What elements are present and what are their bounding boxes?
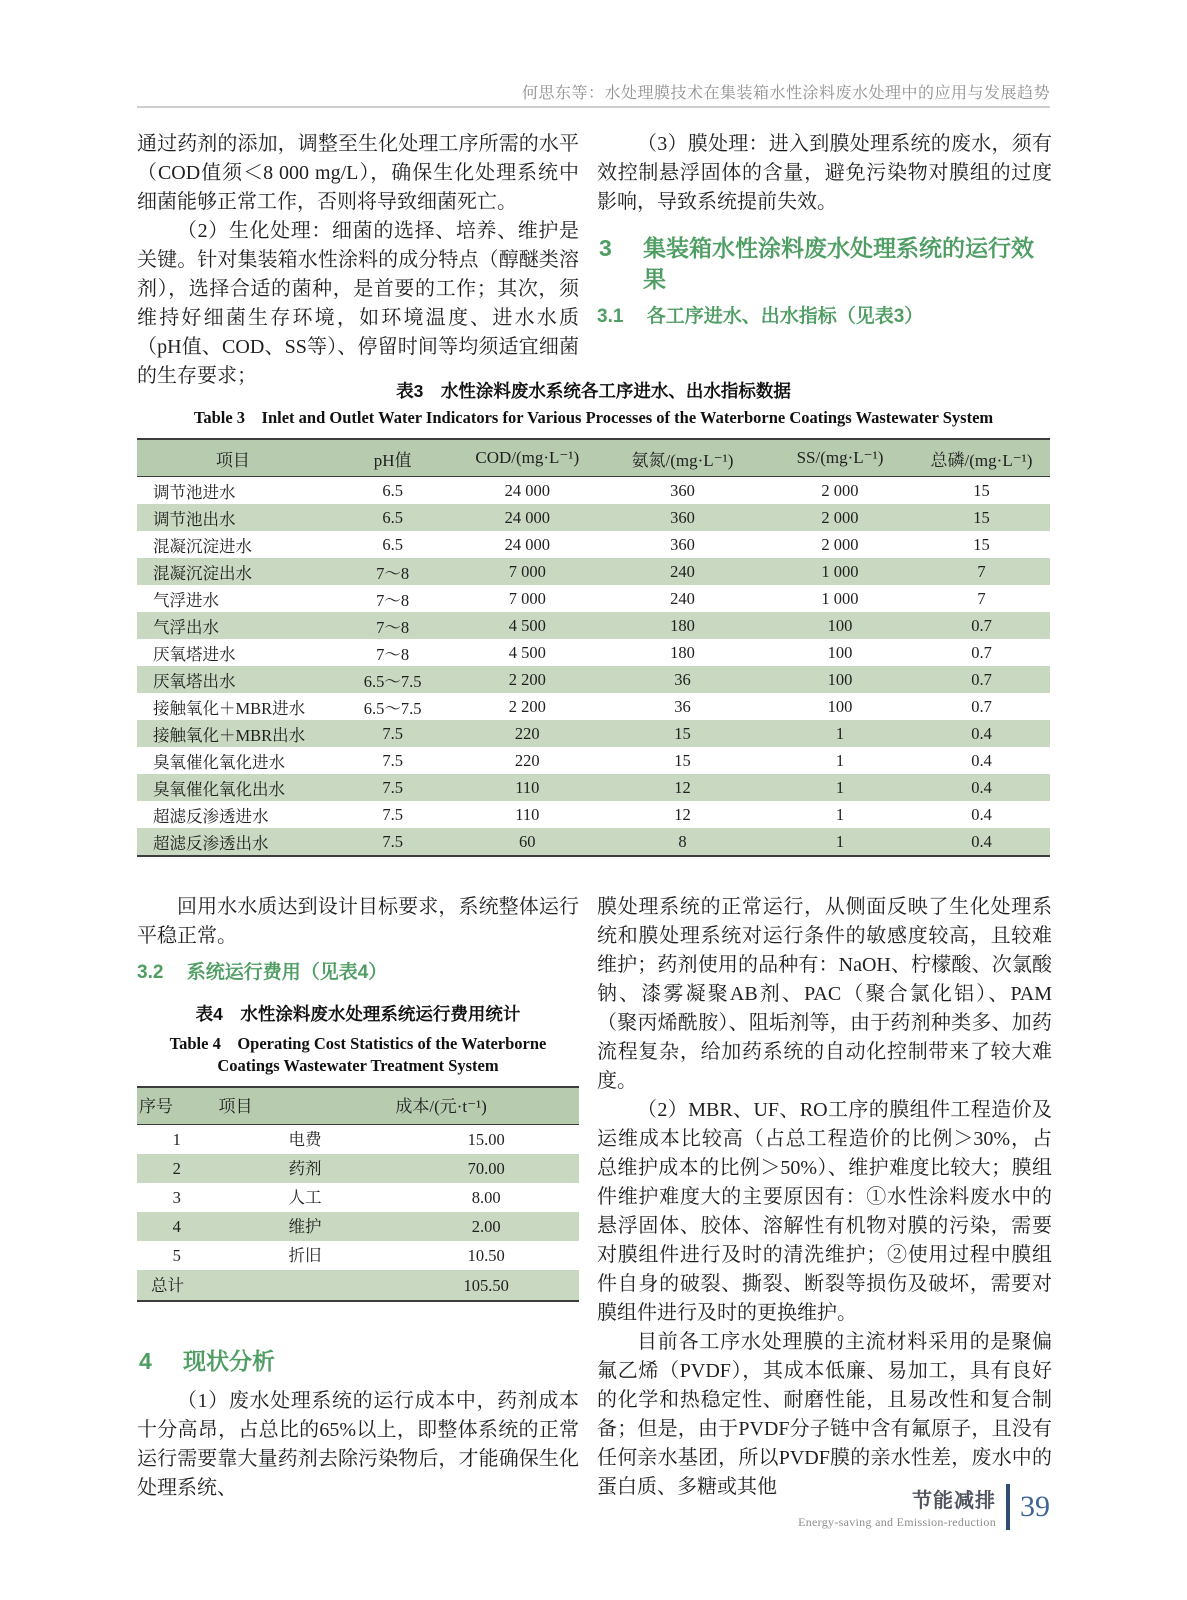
table-cell: 7～8 bbox=[376, 563, 410, 583]
paragraph-item-3: （3）膜处理：进入到膜处理系统的废水，须有效控制悬浮固体的含量，避免污染物对膜组的过度影响，导致系统提前失效。 bbox=[597, 133, 1052, 213]
table-cell: 0.4 bbox=[971, 777, 992, 797]
table-row bbox=[137, 612, 1050, 639]
table4 bbox=[137, 1086, 579, 1302]
table-cell: 气浮进水 bbox=[153, 590, 219, 610]
table-row bbox=[137, 558, 1050, 585]
table4-total bbox=[137, 1270, 579, 1301]
left-column-middle bbox=[137, 893, 579, 1503]
table-cell: 24 000 bbox=[504, 480, 550, 500]
table-cell: 24 000 bbox=[504, 507, 550, 527]
section-number: 3 bbox=[599, 235, 612, 261]
table-cell: 360 bbox=[670, 534, 695, 554]
table-cell: 220 bbox=[514, 723, 540, 743]
table-row bbox=[137, 504, 1050, 531]
section-title: 集装箱水性涂料废水处理系统的运行效果 bbox=[643, 235, 1034, 292]
section-title: 现状分析 bbox=[183, 1348, 275, 1374]
table-cell: 360 bbox=[670, 480, 695, 500]
table-cell: 折旧 bbox=[288, 1246, 322, 1265]
section-heading-3-1 bbox=[597, 303, 1052, 330]
table-cell: 接触氧化＋MBR出水 bbox=[153, 725, 306, 745]
table-cell: 超滤反渗透出水 bbox=[153, 833, 269, 853]
table-cell: 1 000 bbox=[821, 561, 859, 581]
table-cell: 7 000 bbox=[508, 561, 546, 581]
total-value: 105.50 bbox=[463, 1275, 509, 1295]
table-header-cell: pH值 bbox=[373, 450, 412, 470]
table-header-row bbox=[137, 439, 1050, 477]
table-cell: 0.7 bbox=[971, 615, 992, 635]
paragraph-continuation: 通过药剂的添加，调整至生化处理工序所需的水平（COD值须＜8 000 mg/L），确保生化处理系统中细菌能够正常工作，否则将导致细菌死亡。 bbox=[137, 133, 579, 213]
table-cell: 15 bbox=[973, 480, 990, 500]
table-cell: 2 000 bbox=[821, 507, 859, 527]
running-head-title: 何思东等：水处理膜技术在集装箱水性涂料废水处理中的应用与发展趋势 bbox=[521, 85, 1050, 102]
table4-block bbox=[137, 1000, 579, 1302]
table-row bbox=[137, 531, 1050, 558]
table-cell: 7 bbox=[977, 588, 986, 608]
section-heading-3 bbox=[597, 233, 1052, 295]
table-row bbox=[137, 1212, 579, 1241]
table-cell: 12 bbox=[674, 804, 691, 824]
table-header-cell: COD/(mg·L⁻¹) bbox=[475, 448, 580, 467]
table-cell: 0.4 bbox=[971, 750, 992, 770]
table-row bbox=[137, 693, 1050, 720]
table-header-cell: 项目 bbox=[218, 1096, 253, 1116]
table-cell: 110 bbox=[515, 804, 540, 824]
table-cell: 7.5 bbox=[382, 831, 403, 851]
page-footer bbox=[137, 1484, 1050, 1530]
table-cell: 4 500 bbox=[508, 642, 546, 662]
table-cell: 15 bbox=[674, 750, 691, 770]
table-cell: 1 bbox=[835, 777, 845, 797]
table-cell: 厌氧塔进水 bbox=[153, 644, 236, 664]
paragraph-reuse-water: 回用水水质达到设计目标要求，系统整体运行平稳正常。 bbox=[137, 896, 579, 947]
table-cell: 1 bbox=[835, 723, 845, 743]
footer-divider-bar bbox=[1006, 1484, 1010, 1530]
paragraph-continuation-analysis: 膜处理系统的正常运行，从侧面反映了生化处理系统和膜处理系统对运行条件的敏感度较高，且较难维护；药剂使用的品种有：NaOH、柠檬酸、次氯酸钠、漆雾凝聚AB剂、PAC（聚合氯化铝）、PAM（聚丙烯酰胺）、阻垢剂等，由于药剂种类多、加药流程复杂，给加药系统的自动化控制带来了较大难度。 bbox=[597, 896, 1052, 1092]
table-cell: 2 000 bbox=[821, 480, 859, 500]
table-cell: 0.4 bbox=[971, 831, 992, 851]
table-cell: 臭氧催化氧化进水 bbox=[153, 752, 285, 772]
table-cell: 臭氧催化氧化出水 bbox=[153, 779, 285, 799]
left-column-top bbox=[137, 130, 579, 391]
table-cell: 调节池进水 bbox=[153, 482, 236, 502]
table-header-row bbox=[137, 1087, 579, 1125]
table-cell: 100 bbox=[827, 615, 853, 635]
table-cell: 2 200 bbox=[508, 669, 546, 689]
total-label: 总计 bbox=[151, 1275, 184, 1295]
table3-block bbox=[137, 378, 1050, 857]
table-cell: 维护 bbox=[288, 1217, 322, 1236]
table-cell: 1 bbox=[835, 831, 845, 851]
table-cell: 混凝沉淀出水 bbox=[153, 563, 252, 583]
table-cell: 0.7 bbox=[971, 669, 992, 689]
table-cell: 110 bbox=[515, 777, 540, 797]
table-cell: 0.7 bbox=[971, 642, 992, 662]
section-title: 各工序进水、出水指标（见表3） bbox=[646, 306, 924, 327]
table-cell: 36 bbox=[674, 696, 691, 716]
table4-title-en-line2: Coatings Wastewater Treatment System bbox=[217, 1056, 499, 1075]
section-heading-3-2 bbox=[137, 959, 579, 986]
table-row bbox=[137, 1154, 579, 1183]
footer-page-number: 39 bbox=[1020, 1490, 1050, 1523]
empty-cell bbox=[217, 1270, 394, 1301]
table-header-cell: SS/(mg·L⁻¹) bbox=[796, 448, 884, 467]
table-cell: 1 000 bbox=[821, 588, 859, 608]
table-cell: 8 bbox=[678, 831, 687, 851]
table3-body bbox=[137, 477, 1050, 857]
table-cell: 2 bbox=[172, 1159, 181, 1178]
table-row bbox=[137, 1241, 579, 1270]
table-header-cell: 氨氮/(mg·L⁻¹) bbox=[631, 450, 734, 470]
table3-title-en: Table 3 Inlet and Outlet Water Indicators for Various Processes of the Waterborne Coatings Wastewater System bbox=[193, 408, 994, 427]
table4-title-en bbox=[137, 1033, 579, 1077]
table-row bbox=[137, 477, 1050, 505]
table-cell: 6.5～7.5 bbox=[363, 671, 422, 691]
table-cell: 180 bbox=[670, 615, 695, 635]
table-cell: 100 bbox=[827, 642, 853, 662]
table-row bbox=[137, 585, 1050, 612]
table-cell: 12 bbox=[674, 777, 691, 797]
paragraph-item-2: （2）生化处理：细菌的选择、培养、维护是关键。针对集装箱水性涂料的成分特点（醇醚类溶剂），选择合适的菌种，是首要的工作；其次，须维持好细菌生存环境，如环境温度、进水水质（pH值、COD、SS等）、停留时间等均须适宜细菌的生存要求； bbox=[137, 220, 579, 387]
table-cell: 7 000 bbox=[508, 588, 546, 608]
table-cell: 6.5～7.5 bbox=[363, 698, 422, 718]
table-cell: 人工 bbox=[288, 1188, 322, 1207]
table-cell: 8.00 bbox=[471, 1188, 501, 1207]
table-cell: 7～8 bbox=[376, 644, 410, 664]
table-cell: 4 500 bbox=[508, 615, 546, 635]
table-header-cell: 总磷/(mg·L⁻¹) bbox=[930, 450, 1033, 470]
table-cell: 7～8 bbox=[376, 617, 410, 637]
header-divider-line bbox=[137, 106, 1050, 108]
section-title: 系统运行费用（见表4） bbox=[186, 962, 388, 983]
table-cell: 1 bbox=[835, 804, 845, 824]
paragraph-pvdf: 目前各工序水处理膜的主流材料采用的是聚偏氟乙烯（PVDF），其成本低廉、易加工，具有良好的化学和热稳定性、耐磨性能，且易改性和复合制备；但是，由于PVDF分子链中含有氟原子，且没有任何亲水基团，所以PVDF膜的亲水性差，废水中的蛋白质、多糖或其他 bbox=[597, 1331, 1052, 1498]
table4-body bbox=[137, 1125, 579, 1271]
table-cell: 7.5 bbox=[382, 804, 403, 824]
table-cell: 0.4 bbox=[971, 723, 992, 743]
table-cell: 6.5 bbox=[382, 507, 403, 527]
table-cell: 厌氧塔出水 bbox=[153, 671, 236, 691]
table-cell: 240 bbox=[670, 588, 695, 608]
table-cell: 220 bbox=[514, 750, 540, 770]
table-cell: 100 bbox=[827, 696, 853, 716]
paragraph-item-1-analysis: （1）废水处理系统的运行成本中，药剂成本十分高昂，占总比的65%以上，即整体系统的正常运行需要靠大量药剂去除污染物后，才能确保生化处理系统、 bbox=[137, 1390, 579, 1499]
table-cell: 24 000 bbox=[504, 534, 550, 554]
table-cell: 气浮出水 bbox=[153, 617, 219, 637]
table-cell: 7 bbox=[977, 561, 986, 581]
table-header-cell: 序号 bbox=[139, 1096, 173, 1116]
table-cell: 2 000 bbox=[821, 534, 859, 554]
table-cell: 6.5 bbox=[382, 480, 403, 500]
table-cell: 药剂 bbox=[288, 1159, 322, 1178]
table-cell: 5 bbox=[172, 1246, 181, 1265]
table-cell: 180 bbox=[670, 642, 695, 662]
table-cell: 电费 bbox=[288, 1130, 322, 1149]
table-cell: 超滤反渗透进水 bbox=[153, 806, 269, 826]
table-header-cell: 项目 bbox=[215, 450, 250, 470]
table-cell: 36 bbox=[674, 669, 691, 689]
table-cell: 1 bbox=[172, 1130, 181, 1149]
table-cell: 2 200 bbox=[508, 696, 546, 716]
right-column-top bbox=[597, 130, 1052, 330]
table-cell: 360 bbox=[670, 507, 695, 527]
table-row bbox=[137, 720, 1050, 747]
journal-name-block bbox=[798, 1484, 996, 1530]
table-cell: 100 bbox=[827, 669, 853, 689]
table-header-cell: 成本/(元·t⁻¹) bbox=[395, 1096, 487, 1116]
table3 bbox=[137, 438, 1050, 857]
table-cell: 6.5 bbox=[382, 534, 403, 554]
section-number: 4 bbox=[139, 1348, 152, 1374]
table-cell: 4 bbox=[172, 1217, 181, 1236]
table-cell: 2.00 bbox=[471, 1217, 501, 1236]
section-heading-4 bbox=[137, 1346, 579, 1377]
table-cell: 调节池出水 bbox=[153, 509, 236, 529]
table-row bbox=[137, 1125, 579, 1155]
table-cell: 15 bbox=[674, 723, 691, 743]
table4-title-zh: 表4 水性涂料废水处理系统运行费用统计 bbox=[195, 1004, 521, 1024]
journal-name-en: Energy-saving and Emission-reduction bbox=[798, 1515, 996, 1529]
table-row bbox=[137, 666, 1050, 693]
table-cell: 7～8 bbox=[376, 590, 410, 610]
table-cell: 60 bbox=[519, 831, 536, 851]
section-number: 3.2 bbox=[137, 962, 164, 983]
table-cell: 7.5 bbox=[382, 723, 403, 743]
table-cell: 70.00 bbox=[467, 1159, 505, 1178]
table-cell: 240 bbox=[670, 561, 695, 581]
table-cell: 混凝沉淀进水 bbox=[153, 536, 252, 556]
table4-title-en-line1: Table 4 Operating Cost Statistics of the Waterborne bbox=[169, 1034, 547, 1053]
table-cell: 15 bbox=[973, 534, 990, 554]
table-cell: 10.50 bbox=[467, 1246, 505, 1265]
table-cell: 0.4 bbox=[971, 804, 992, 824]
table3-header bbox=[137, 439, 1050, 477]
table-total-row bbox=[137, 1270, 579, 1301]
table-row bbox=[137, 639, 1050, 666]
right-column-bottom bbox=[597, 893, 1052, 1502]
paragraph-item-2-analysis: （2）MBR、UF、RO工序的膜组件工程造价及运维成本比较高（占总工程造价的比例＞30%，占总维护成本的比例＞50%）、维护难度比较大；膜组件维护难度大的主要原因有：①水性涂料废水中的悬浮固体、胶体、溶解性有机物对膜的污染，需要对膜组件进行及时的清洗维护；②使用过程中膜组件自身的破裂、撕裂、断裂等损伤及破坏，需要对膜组件进行及时的更换维护。 bbox=[597, 1099, 1052, 1324]
table-row bbox=[137, 801, 1050, 828]
table-cell: 3 bbox=[172, 1188, 181, 1207]
table-row bbox=[137, 1183, 579, 1212]
table-cell: 7.5 bbox=[382, 750, 403, 770]
table-cell: 接触氧化＋MBR进水 bbox=[153, 698, 306, 718]
section-number: 3.1 bbox=[597, 306, 624, 327]
table-cell: 1 bbox=[835, 750, 845, 770]
journal-name-zh: 节能减排 bbox=[912, 1490, 996, 1512]
table4-header bbox=[137, 1087, 579, 1125]
table-cell: 15 bbox=[973, 507, 990, 527]
table-row bbox=[137, 747, 1050, 774]
table3-title-zh: 表3 水性涂料废水系统各工序进水、出水指标数据 bbox=[396, 381, 791, 401]
table-cell: 15.00 bbox=[467, 1130, 505, 1149]
table-cell: 7.5 bbox=[382, 777, 403, 797]
table-cell: 0.7 bbox=[971, 696, 992, 716]
table-row bbox=[137, 828, 1050, 856]
table-row bbox=[137, 774, 1050, 801]
